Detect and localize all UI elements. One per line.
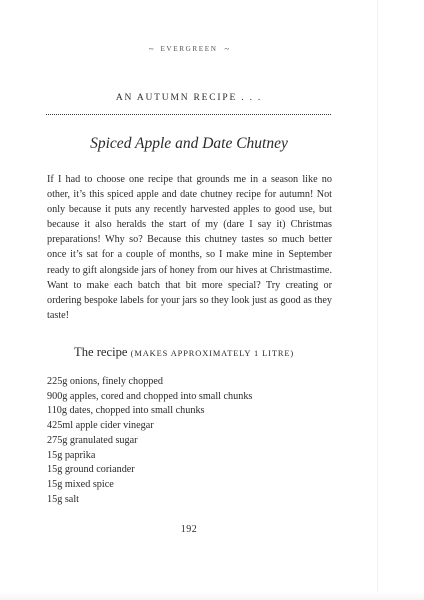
recipe-heading-label: The recipe xyxy=(74,345,128,359)
page-edge-shadow xyxy=(377,0,378,600)
ingredient-item: 15g mixed spice xyxy=(47,478,114,490)
recipe-title: Spiced Apple and Date Chutney xyxy=(90,135,288,152)
ingredient-item: 15g ground coriander xyxy=(47,464,135,476)
running-head xyxy=(0,44,378,54)
ornament-right: ~ xyxy=(224,44,230,54)
intro-paragraph: If I had to choose one recipe that grounds me in a season like no other, it’s this spiced apple and date chutney recipe for autumn! Not only because it puts any recently harvested apples to good use, but because it also heralds the start of my (dare I say it) Christmas preparations! Why so? Because this chutney tastes so much better once it’s sat for a couple of months, so I make mine in September ready to gift alongside jars of honey from our hives at Christmastime. Want to make each batch that bit more special? Try creating or ordering bespoke labels for your jars so they look just as good as they taste! xyxy=(47,174,332,321)
ingredient-item: 275g granulated sugar xyxy=(47,434,138,446)
ingredient-item: 225g onions, finely chopped xyxy=(47,376,164,387)
ingredient-item: 110g dates, chopped into small chunks xyxy=(47,405,205,417)
page-bottom-shadow xyxy=(0,592,424,600)
dotted-divider xyxy=(46,114,331,115)
section-label: AN AUTUMN RECIPE . . . xyxy=(115,93,263,103)
recipe-yield: (MAKES APPROXIMATELY 1 LITRE) xyxy=(130,349,295,358)
ingredient-list xyxy=(47,375,252,507)
ornament-left: ~ xyxy=(148,44,154,54)
ingredient-item: 15g salt xyxy=(47,493,79,505)
running-head-text: EVERGREEN xyxy=(160,45,218,53)
ingredient-item: 900g apples, cored and chopped into small chunks xyxy=(47,390,253,402)
recipe-heading xyxy=(74,345,294,360)
ingredient-item: 425ml apple cider vinegar xyxy=(47,420,154,432)
page-number: 192 xyxy=(180,524,198,535)
ingredient-item: 15g paprika xyxy=(47,449,96,461)
